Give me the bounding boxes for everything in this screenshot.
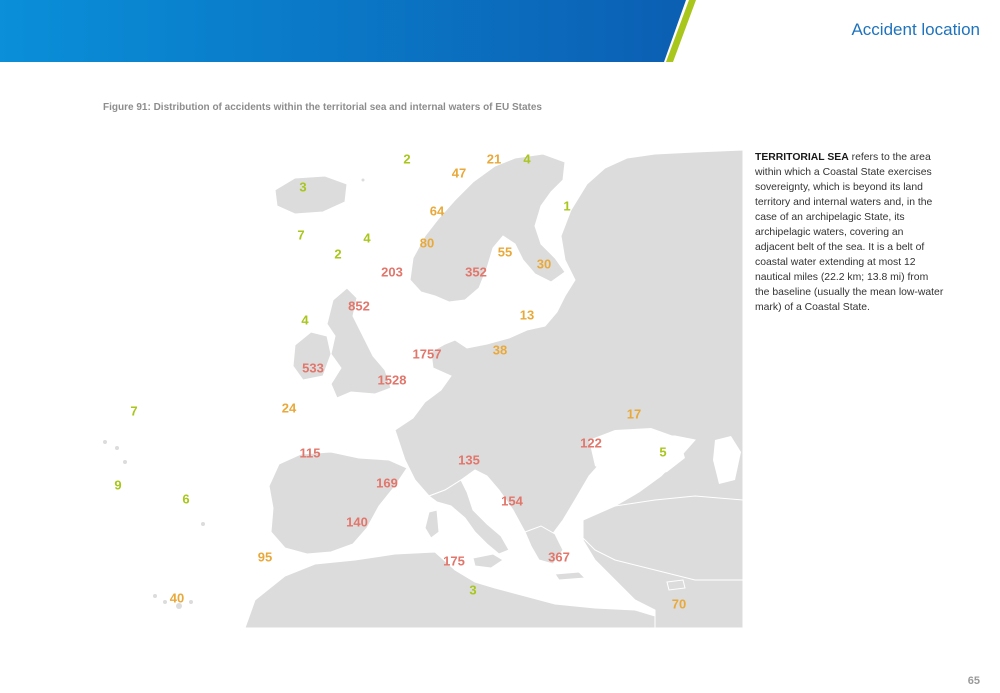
map-label: 64	[429, 203, 445, 219]
map-label: 4	[301, 312, 309, 328]
map-label: 95	[257, 549, 273, 565]
map-label: 2	[403, 151, 411, 167]
map-label: 140	[346, 514, 368, 530]
map-label: 4	[523, 151, 531, 167]
territorial-sea-definition	[755, 150, 945, 315]
map-label: 24	[281, 400, 297, 416]
map-label: 5	[659, 444, 667, 460]
map-label: 175	[443, 553, 465, 569]
europe-map	[95, 140, 743, 628]
azores-island-3	[123, 460, 127, 464]
definition-term: TERRITORIAL SEA	[755, 152, 849, 163]
sicily-shape	[473, 554, 503, 568]
page-number: 65	[967, 675, 980, 687]
canary-island-4	[189, 600, 193, 604]
map-label: 9	[114, 477, 122, 493]
scandinavia-shape	[410, 151, 565, 302]
map-label: 154	[501, 493, 523, 509]
faroe-islands-shape	[361, 178, 365, 182]
map-label: 7	[130, 403, 138, 419]
map-label: 80	[419, 235, 435, 251]
map-label: 3	[299, 179, 307, 195]
madeira-island	[201, 522, 205, 526]
figure-caption: Figure 91: Distribution of accidents within the territorial sea and internal waters of EU States	[103, 102, 542, 113]
map-label: 367	[548, 549, 570, 565]
map-label: 70	[671, 596, 687, 612]
map-label: 7	[297, 227, 305, 243]
sardinia-shape	[425, 510, 439, 538]
iberian-peninsula-shape	[269, 452, 407, 554]
iceland-shape	[275, 176, 347, 214]
map-label: 533	[302, 360, 324, 376]
map-label: 6	[182, 491, 190, 507]
map-label: 17	[626, 406, 642, 422]
map-label: 2	[334, 246, 342, 262]
map-label: 55	[497, 244, 513, 260]
map-label: 169	[376, 475, 398, 491]
map-label: 1	[563, 198, 571, 214]
map-land-shapes	[95, 140, 743, 628]
map-label: 47	[451, 165, 467, 181]
map-label: 30	[536, 256, 552, 272]
section-title: Accident location	[851, 20, 980, 39]
map-label: 4	[363, 230, 371, 246]
header-band	[0, 0, 1000, 62]
map-label: 115	[299, 445, 321, 461]
map-label: 21	[486, 151, 502, 167]
map-label: 38	[492, 342, 508, 358]
definition-body: refers to the area within which a Coastal State exercises sovereignty, which is beyond its land territory and internal waters and, in the case of an archipelagic State, its archipelagic waters, covering an adjacent belt of the sea. It is a belt of coastal water extending at most 12 nautical miles (22.2 km; 13.8 mi) from the baseline (usually the mean low-water mark) of a Coastal State.	[755, 152, 944, 313]
map-label: 203	[381, 264, 403, 280]
azores-island-1	[103, 440, 107, 444]
map-label: 135	[458, 452, 480, 468]
canary-island-2	[163, 600, 167, 604]
azores-island-2	[115, 446, 119, 450]
map-label: 122	[580, 435, 602, 451]
crete-shape	[555, 572, 585, 580]
cyprus-shape	[667, 580, 685, 590]
map-label: 40	[169, 590, 185, 606]
header-graphic	[0, 0, 1000, 62]
map-label: 1757	[412, 346, 442, 362]
map-label: 1528	[377, 372, 407, 388]
canary-island-1	[153, 594, 157, 598]
header-blue-band	[0, 0, 686, 62]
map-label: 13	[519, 307, 535, 323]
map-label: 852	[348, 298, 370, 314]
map-label: 3	[469, 582, 477, 598]
map-label: 352	[465, 264, 487, 280]
